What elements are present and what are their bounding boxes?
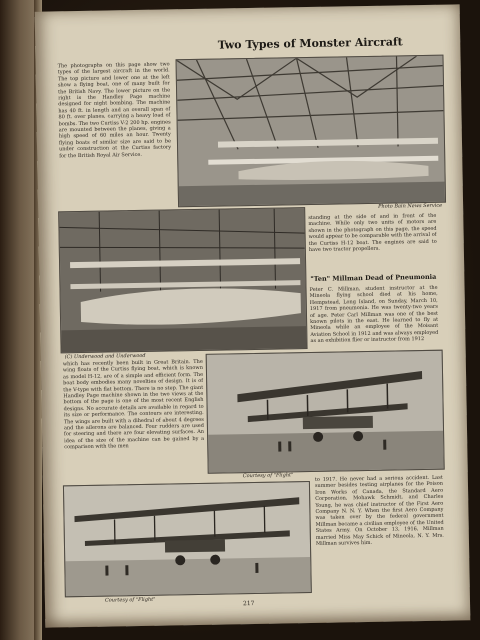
- caption-photo-3: Courtesy of "Flight": [242, 472, 294, 480]
- photo-flying-boat-hull: [58, 207, 307, 353]
- left-column-middle: which has recently been built in Great Britain. The wing floats of the Curtiss flying boat, which is known as model H-12, are of a simple and efficient form. The boat body embodies many novelties of design. It is of the V-type with flat bottom. There is no step. The giant Handley Page machine shown in the two views at the bottom of the page is one of the most recent English designs. No accurate details are available in regard to its size or performance. The contours are interesting. The wings are built with a dihedral of about 4 degrees and the ailerons are balanced. Four rudders are used for steering and there are four elevating surfaces. An idea of the size of the machine can be gained by a comparison with the men: [62, 358, 205, 451]
- photo-biplane-side-view: [63, 481, 312, 597]
- obituary-text: Peter C. Millman, student instructor at the Mineola flying school died at his home, Hempstead, Long Island, on Sunday, March 10, 1917 from pneumonia. He was twenty-two years of age. Peter Carl Millman was one of the best known pilots in the east. He learned to fly at Mineola while an employee of the Moisant Aviation School in 1912 and was always employed as an exhibition flier or instructor from 1912: [309, 284, 439, 345]
- paragraph-3: Twenty flying boats of similar size are said to be under construction at the Curtiss factory for the British Royal Air Service.: [58, 131, 172, 160]
- photo-handley-page-biplane: [206, 350, 445, 474]
- magazine-page: [35, 4, 471, 627]
- article-title: Two Types of Monster Aircraft: [217, 35, 403, 52]
- caption-photo-2: (C) Underwood and Underwood: [64, 352, 146, 361]
- right-column-bottom: to 1917. He never had a serious accident. Last summer besides testing airplanes for the Poison Iron Works of Canada, the Standard Aero Corporation, Mohawk Schmidt, and Charles Young, he was chief instructor of the First Aero Company N. N. Y. When the first Aero Company was taken over by the federal government Millman became a civilian employee of the United States Army. On October 13, 1916, Millman married Miss May Schick of Mineola, N. Y. Mrs. Millman survives him.: [314, 474, 444, 547]
- page-number: 217: [242, 600, 255, 608]
- caption-photo-4: Courtesy of "Flight": [104, 596, 156, 604]
- paragraph-2: The two Curtiss V-2 200 hp. engines are mounted between the planes, giving a high speed of 60 miles an hour.: [58, 119, 171, 140]
- obituary-headline: "Ten" Millman Dead of Pneumonia: [310, 272, 437, 283]
- caption-photo-1: Photo Bain News Service: [378, 202, 443, 210]
- intro-paragraph: The photographs on this page show two types of the largest aircraft in the world. The top picture and lower one at the left show a flying boat, one of many built for the British Navy. The lower picture on the right is the Handley Page machine designed for night bombing. The machine has 40 ft. in length and an overall span of 80 ft. over planes, carrying a heavy load of bombs.: [57, 61, 171, 128]
- photo-hangar-flying-boat: [176, 55, 447, 208]
- intro-column: [58, 61, 173, 213]
- right-column-top: standing at the side of and in front of the machine. While only two units of motors are shown in the photograph on this page, the speed would appear to be comparable with the arrival of the Curtiss H-12 boat. The engines are said to have two tractor propellers.: [308, 212, 437, 254]
